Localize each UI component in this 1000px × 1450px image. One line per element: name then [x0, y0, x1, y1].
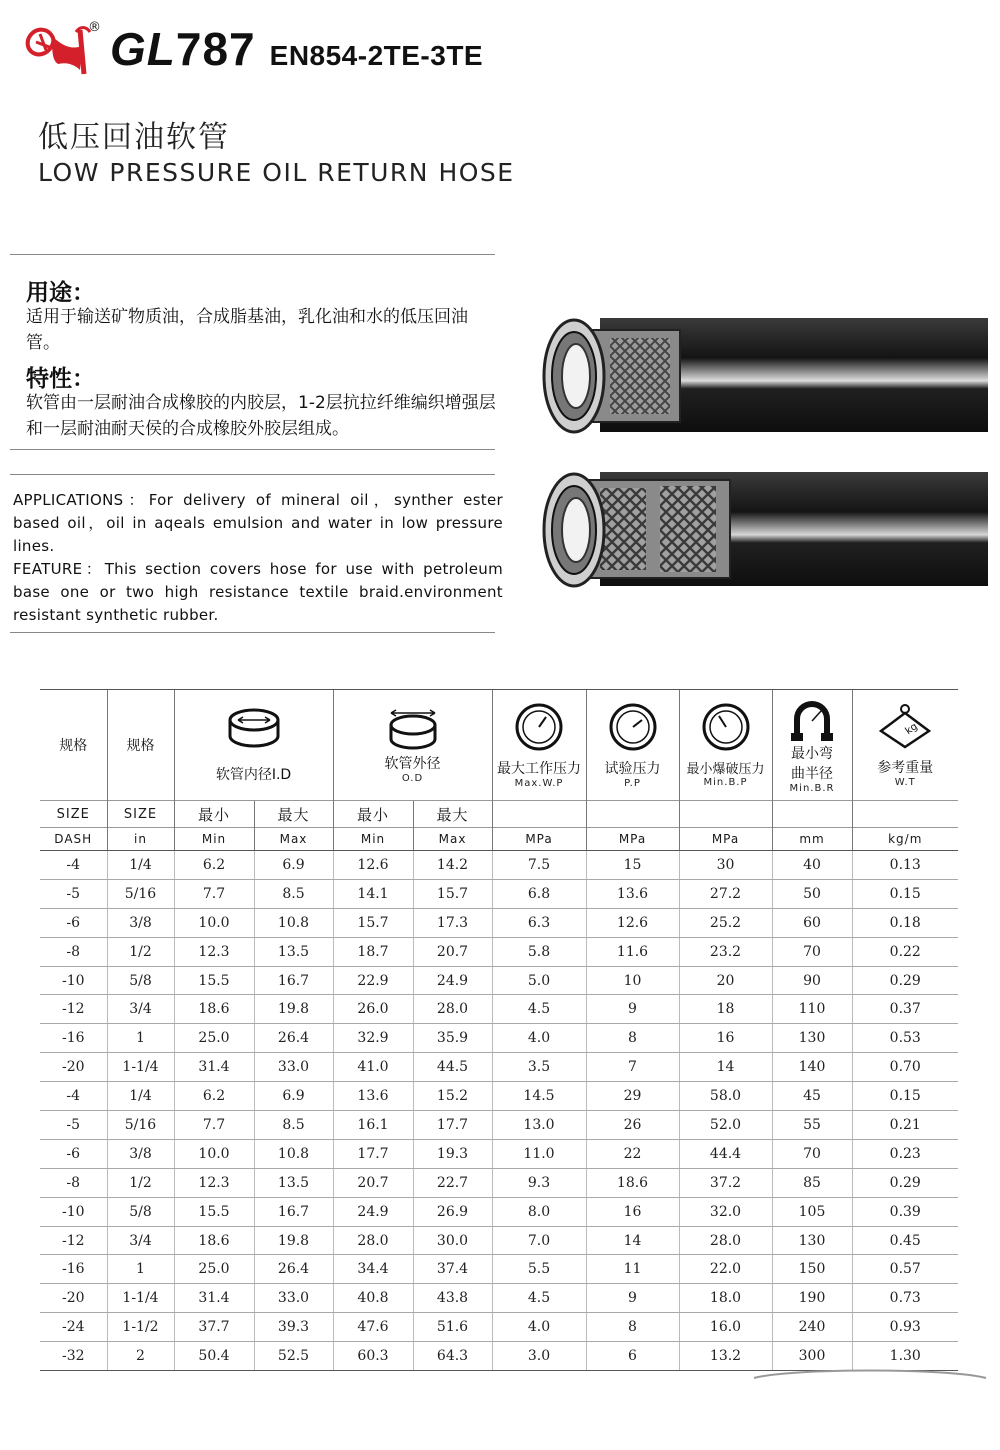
- table-cell: 5/16: [107, 1111, 174, 1140]
- table-cell: -20: [40, 1053, 107, 1082]
- size-label: SIZE: [40, 801, 107, 828]
- table-cell: 24.9: [413, 966, 492, 995]
- table-cell: 43.8: [413, 1284, 492, 1313]
- table-cell: 25.0: [174, 1024, 254, 1053]
- proof-pressure-label: 试验压力: [604, 760, 661, 777]
- usage-text: 适用于输送矿物质油，合成脂基油，乳化油和水的低压回油管。: [26, 307, 468, 353]
- table-cell: 35.9: [413, 1024, 492, 1053]
- table-cell: -32: [40, 1342, 107, 1371]
- table-cell: 1/4: [107, 851, 174, 880]
- table-cell: 12.6: [586, 908, 679, 937]
- table-cell: 7: [586, 1053, 679, 1082]
- table-cell: 18.6: [174, 1226, 254, 1255]
- in-label: in: [107, 828, 174, 851]
- table-cell: 22.7: [413, 1168, 492, 1197]
- feature-heading: 特性：: [26, 366, 95, 392]
- table-cell: 70: [772, 1139, 852, 1168]
- table-cell: 12.3: [174, 1168, 254, 1197]
- table-cell: 20: [679, 966, 772, 995]
- feature-en-text: FEATURE：This section covers hose for use with petroleum base one or two high resistance textile braid.environment resistant synthetic rubber.: [13, 560, 503, 624]
- table-cell: 90: [772, 966, 852, 995]
- table-row: [40, 1197, 958, 1226]
- standard-code: EN854-2TE-3TE: [269, 40, 484, 71]
- table-cell: 15.2: [413, 1082, 492, 1111]
- table-cell: 4.5: [492, 995, 586, 1024]
- table-row: [40, 1139, 958, 1168]
- table-cell: 27.2: [679, 879, 772, 908]
- table-cell: 37.7: [174, 1313, 254, 1342]
- table-cell: 14: [679, 1053, 772, 1082]
- table-cell: 4.0: [492, 1024, 586, 1053]
- table-cell: 13.6: [333, 1082, 413, 1111]
- table-cell: 0.29: [852, 966, 958, 995]
- header-burst-pressure: [679, 690, 772, 801]
- table-cell: 5/16: [107, 879, 174, 908]
- table-cell: 28.0: [413, 995, 492, 1024]
- table-cell: 37.2: [679, 1168, 772, 1197]
- table-cell: 50.4: [174, 1342, 254, 1371]
- table-cell: 17.7: [413, 1111, 492, 1140]
- table-cell: -8: [40, 937, 107, 966]
- table-row: [40, 1284, 958, 1313]
- table-cell: 17.3: [413, 908, 492, 937]
- table-cell: 37.4: [413, 1255, 492, 1284]
- divider: [10, 449, 495, 450]
- table-cell: 10.8: [254, 1139, 333, 1168]
- model-number: 787: [175, 23, 256, 75]
- table-cell: -6: [40, 908, 107, 937]
- table-cell: 0.15: [852, 1082, 958, 1111]
- table-cell: 15: [586, 851, 679, 880]
- table-row: [40, 1313, 958, 1342]
- table-cell: 28.0: [333, 1226, 413, 1255]
- table-cell: 12.3: [174, 937, 254, 966]
- table-cell: 2: [107, 1342, 174, 1371]
- outer-diameter-icon: [383, 707, 443, 753]
- table-cell: 12.6: [333, 851, 413, 880]
- table-cell: 19.8: [254, 1226, 333, 1255]
- table-cell: 3.0: [492, 1342, 586, 1371]
- table-cell: 29: [586, 1082, 679, 1111]
- table-cell: 15.5: [174, 1197, 254, 1226]
- table-cell: 18.0: [679, 1284, 772, 1313]
- table-cell: 26.0: [333, 995, 413, 1024]
- working-pressure-label-en: Max.W.P: [514, 777, 564, 789]
- table-cell: 26.4: [254, 1255, 333, 1284]
- table-cell: 240: [772, 1313, 852, 1342]
- table-cell: 31.4: [174, 1053, 254, 1082]
- unit-bp: MPa: [679, 828, 772, 851]
- proof-pressure-label-en: P.P: [624, 777, 641, 789]
- table-cell: 16.0: [679, 1313, 772, 1342]
- table-cell: 13.5: [254, 1168, 333, 1197]
- model-title: [110, 22, 483, 76]
- table-cell: 30: [679, 851, 772, 880]
- table-cell: 13.6: [586, 879, 679, 908]
- table-cell: 18.6: [586, 1168, 679, 1197]
- table-cell: 5.5: [492, 1255, 586, 1284]
- table-cell: 11: [586, 1255, 679, 1284]
- table-cell: -12: [40, 1226, 107, 1255]
- table-cell: 26: [586, 1111, 679, 1140]
- table-cell: 23.2: [679, 937, 772, 966]
- table-cell: 1/2: [107, 937, 174, 966]
- table-cell: 60: [772, 908, 852, 937]
- table-cell: 25.0: [174, 1255, 254, 1284]
- table-cell: 11.0: [492, 1139, 586, 1168]
- table-cell: 1-1/4: [107, 1284, 174, 1313]
- table-cell: 7.7: [174, 879, 254, 908]
- table-cell: 85: [772, 1168, 852, 1197]
- table-cell: 3/8: [107, 1139, 174, 1168]
- table-cell: 18.7: [333, 937, 413, 966]
- table-cell: 9.3: [492, 1168, 586, 1197]
- od-max-label: Max: [413, 828, 492, 851]
- table-cell: -16: [40, 1024, 107, 1053]
- bend-radius-label-en: Min.B.R: [789, 782, 835, 794]
- pressure-gauge-icon: [514, 702, 564, 752]
- table-cell: 64.3: [413, 1342, 492, 1371]
- table-cell: 7.7: [174, 1111, 254, 1140]
- id-max-label: Max: [254, 828, 333, 851]
- table-cell: 0.15: [852, 879, 958, 908]
- table-cell: 8: [586, 1313, 679, 1342]
- table-row: [40, 1111, 958, 1140]
- table-cell: 32.0: [679, 1197, 772, 1226]
- table-cell: 39.3: [254, 1313, 333, 1342]
- divider: [10, 632, 495, 633]
- table-cell: 11.6: [586, 937, 679, 966]
- weight-label: 参考重量: [877, 759, 934, 776]
- table-cell: 0.70: [852, 1053, 958, 1082]
- table-cell: 55: [772, 1111, 852, 1140]
- outer-diameter-label-en: O.D: [401, 772, 424, 784]
- table-cell: 19.8: [254, 995, 333, 1024]
- table-cell: -5: [40, 1111, 107, 1140]
- weight-label-en: W.T: [894, 776, 916, 788]
- table-cell: -24: [40, 1313, 107, 1342]
- table-row: [40, 1024, 958, 1053]
- id-min-label: Min: [174, 828, 254, 851]
- table-cell: 8.0: [492, 1197, 586, 1226]
- weight-icon-text: kg: [903, 720, 921, 737]
- registered-mark: ®: [88, 20, 101, 35]
- table-cell: 16.1: [333, 1111, 413, 1140]
- dash-label: DASH: [40, 828, 107, 851]
- table-cell: 41.0: [333, 1053, 413, 1082]
- table-cell: -4: [40, 851, 107, 880]
- table-cell: 10.8: [254, 908, 333, 937]
- applications-text: APPLICATIONS：For delivery of mineral oil，synther ester based oil，oil in aqeals emulsion and water in low pressure lines.: [13, 491, 503, 555]
- table-cell: 24.9: [333, 1197, 413, 1226]
- table-cell: 5/8: [107, 966, 174, 995]
- decorative-curve: [752, 1366, 988, 1380]
- table-cell: 4.5: [492, 1284, 586, 1313]
- table-cell: 44.4: [679, 1139, 772, 1168]
- table-cell: 28.0: [679, 1226, 772, 1255]
- header-bend-radius: [772, 690, 852, 801]
- table-cell: 58.0: [679, 1082, 772, 1111]
- od-min-cn: 最小: [333, 801, 413, 828]
- table-cell: 16.7: [254, 1197, 333, 1226]
- table-cell: 0.39: [852, 1197, 958, 1226]
- table-cell: 3/4: [107, 1226, 174, 1255]
- table-cell: 1-1/4: [107, 1053, 174, 1082]
- bend-radius-label-2: 曲半径: [791, 765, 834, 782]
- table-cell: 3/8: [107, 908, 174, 937]
- table-cell: 8.5: [254, 1111, 333, 1140]
- unit-br: mm: [772, 828, 852, 851]
- outer-diameter-label: 软管外径: [384, 755, 441, 772]
- table-cell: -4: [40, 1082, 107, 1111]
- product-title-cn: 低压回油软管: [38, 120, 230, 155]
- table-row: [40, 851, 958, 880]
- burst-pressure-label-en: Min.B.P: [703, 777, 748, 788]
- table-cell: 0.21: [852, 1111, 958, 1140]
- table-cell: 22.9: [333, 966, 413, 995]
- table-cell: 5.0: [492, 966, 586, 995]
- table-cell: -10: [40, 966, 107, 995]
- table-row: [40, 966, 958, 995]
- table-cell: 6.2: [174, 851, 254, 880]
- table-row: [40, 1168, 958, 1197]
- pressure-gauge-icon: [701, 702, 751, 752]
- table-cell: -20: [40, 1284, 107, 1313]
- table-cell: -8: [40, 1168, 107, 1197]
- table-cell: 3/4: [107, 995, 174, 1024]
- table-cell: 8.5: [254, 879, 333, 908]
- table-cell: 4.0: [492, 1313, 586, 1342]
- table-cell: 44.5: [413, 1053, 492, 1082]
- table-cell: 9: [586, 995, 679, 1024]
- table-cell: 1/4: [107, 1082, 174, 1111]
- product-title-en: LOW PRESSURE OIL RETURN HOSE: [38, 158, 515, 187]
- header-outer-diameter: [333, 690, 492, 801]
- od-max-cn: 最大: [413, 801, 492, 828]
- table-cell: 130: [772, 1024, 852, 1053]
- burst-pressure-label: 最小爆破压力: [686, 762, 765, 777]
- table-cell: 13.0: [492, 1111, 586, 1140]
- table-cell: 14: [586, 1226, 679, 1255]
- header-proof-pressure: [586, 690, 679, 801]
- table-row: [40, 1082, 958, 1111]
- table-cell: 15.7: [333, 908, 413, 937]
- inner-diameter-label: 软管内径I.D: [215, 767, 292, 783]
- table-cell: 26.9: [413, 1197, 492, 1226]
- table-cell: 0.45: [852, 1226, 958, 1255]
- header-size-in: 规格: [107, 690, 174, 801]
- table-cell: 7.5: [492, 851, 586, 880]
- table-row: [40, 1226, 958, 1255]
- table-cell: 31.4: [174, 1284, 254, 1313]
- table-row: [40, 879, 958, 908]
- table-cell: 0.23: [852, 1139, 958, 1168]
- table-cell: 34.4: [333, 1255, 413, 1284]
- table-cell: 6: [586, 1342, 679, 1371]
- table-cell: -10: [40, 1197, 107, 1226]
- table-cell: 52.0: [679, 1111, 772, 1140]
- table-cell: 0.57: [852, 1255, 958, 1284]
- table-cell: 5/8: [107, 1197, 174, 1226]
- table-cell: 16: [586, 1197, 679, 1226]
- table-cell: 0.37: [852, 995, 958, 1024]
- table-cell: 40.8: [333, 1284, 413, 1313]
- usage-heading: 用途：: [26, 280, 95, 306]
- table-cell: 8: [586, 1024, 679, 1053]
- brand-logo: [22, 20, 98, 76]
- table-cell: 14.1: [333, 879, 413, 908]
- table-cell: 6.9: [254, 1082, 333, 1111]
- table-cell: 45: [772, 1082, 852, 1111]
- table-cell: 10.0: [174, 1139, 254, 1168]
- header-inner-diameter: [174, 690, 333, 801]
- table-cell: 110: [772, 995, 852, 1024]
- hose-double-braid-image: [540, 470, 988, 590]
- table-cell: 0.18: [852, 908, 958, 937]
- id-min-cn: 最小: [174, 801, 254, 828]
- table-cell: 15.7: [413, 879, 492, 908]
- table-cell: 19.3: [413, 1139, 492, 1168]
- table-cell: -5: [40, 879, 107, 908]
- table-cell: 0.13: [852, 851, 958, 880]
- unit-pp: MPa: [586, 828, 679, 851]
- table-cell: 60.3: [333, 1342, 413, 1371]
- header-working-pressure: [492, 690, 586, 801]
- size-label-2: SIZE: [107, 801, 174, 828]
- unit-wp: MPa: [492, 828, 586, 851]
- table-cell: 33.0: [254, 1284, 333, 1313]
- table-cell: -12: [40, 995, 107, 1024]
- table-cell: 130: [772, 1226, 852, 1255]
- table-cell: 33.0: [254, 1053, 333, 1082]
- table-cell: 13.2: [679, 1342, 772, 1371]
- table-row: [40, 995, 958, 1024]
- id-max-cn: 最大: [254, 801, 333, 828]
- table-cell: 32.9: [333, 1024, 413, 1053]
- table-cell: 0.93: [852, 1313, 958, 1342]
- table-cell: 50: [772, 879, 852, 908]
- table-cell: 47.6: [333, 1313, 413, 1342]
- table-cell: 20.7: [413, 937, 492, 966]
- table-row: [40, 908, 958, 937]
- table-cell: 7.0: [492, 1226, 586, 1255]
- table-cell: 0.53: [852, 1024, 958, 1053]
- table-cell: 0.29: [852, 1168, 958, 1197]
- table-cell: 22.0: [679, 1255, 772, 1284]
- table-row: [40, 1255, 958, 1284]
- table-cell: 18: [679, 995, 772, 1024]
- table-cell: 6.9: [254, 851, 333, 880]
- spec-table: [40, 689, 958, 1371]
- table-cell: 6.2: [174, 1082, 254, 1111]
- table-cell: 15.5: [174, 966, 254, 995]
- table-cell: 70: [772, 937, 852, 966]
- table-cell: 26.4: [254, 1024, 333, 1053]
- table-row: [40, 1053, 958, 1082]
- table-cell: 51.6: [413, 1313, 492, 1342]
- table-cell: 17.7: [333, 1139, 413, 1168]
- table-cell: 20.7: [333, 1168, 413, 1197]
- divider: [10, 474, 495, 475]
- od-min-label: Min: [333, 828, 413, 851]
- spec-table-body: [40, 851, 958, 1371]
- table-cell: 16.7: [254, 966, 333, 995]
- table-cell: 0.22: [852, 937, 958, 966]
- table-cell: 14.5: [492, 1082, 586, 1111]
- feature-text: 软管由一层耐油合成橡胶的内胶层，1-2层抗拉纤维编织增强层和一层耐油耐天侯的合成橡胶外胶层组成。: [26, 393, 496, 439]
- table-cell: 25.2: [679, 908, 772, 937]
- table-cell: 150: [772, 1255, 852, 1284]
- table-cell: 22: [586, 1139, 679, 1168]
- table-cell: 18.6: [174, 995, 254, 1024]
- bend-radius-label-1: 最小弯: [791, 745, 834, 762]
- table-row: [40, 937, 958, 966]
- table-cell: 13.5: [254, 937, 333, 966]
- table-cell: 9: [586, 1284, 679, 1313]
- header-size-dash: 规格: [40, 690, 107, 801]
- table-cell: 0.73: [852, 1284, 958, 1313]
- inner-diameter-icon: [224, 706, 284, 752]
- table-cell: 140: [772, 1053, 852, 1082]
- table-cell: 1.30: [852, 1342, 958, 1371]
- weight-icon: [877, 703, 933, 749]
- table-cell: -6: [40, 1139, 107, 1168]
- table-cell: 190: [772, 1284, 852, 1313]
- working-pressure-label: 最大工作压力: [497, 760, 582, 777]
- table-cell: 1: [107, 1024, 174, 1053]
- model-prefix: GL: [110, 23, 176, 75]
- unit-wt: kg/m: [852, 828, 958, 851]
- table-cell: 5.8: [492, 937, 586, 966]
- header-weight: [852, 690, 958, 801]
- table-cell: 14.2: [413, 851, 492, 880]
- bend-radius-icon: [787, 697, 837, 743]
- table-cell: 3.5: [492, 1053, 586, 1082]
- table-cell: 52.5: [254, 1342, 333, 1371]
- table-cell: 1: [107, 1255, 174, 1284]
- hose-single-braid-image: [540, 316, 988, 436]
- table-cell: 10: [586, 966, 679, 995]
- table-cell: 1-1/2: [107, 1313, 174, 1342]
- table-cell: 1/2: [107, 1168, 174, 1197]
- table-cell: 6.8: [492, 879, 586, 908]
- table-cell: -16: [40, 1255, 107, 1284]
- table-cell: 300: [772, 1342, 852, 1371]
- table-cell: 40: [772, 851, 852, 880]
- divider: [10, 254, 495, 255]
- table-cell: 16: [679, 1024, 772, 1053]
- table-cell: 105: [772, 1197, 852, 1226]
- pressure-gauge-icon: [608, 702, 658, 752]
- table-cell: 30.0: [413, 1226, 492, 1255]
- table-cell: 6.3: [492, 908, 586, 937]
- table-cell: 10.0: [174, 908, 254, 937]
